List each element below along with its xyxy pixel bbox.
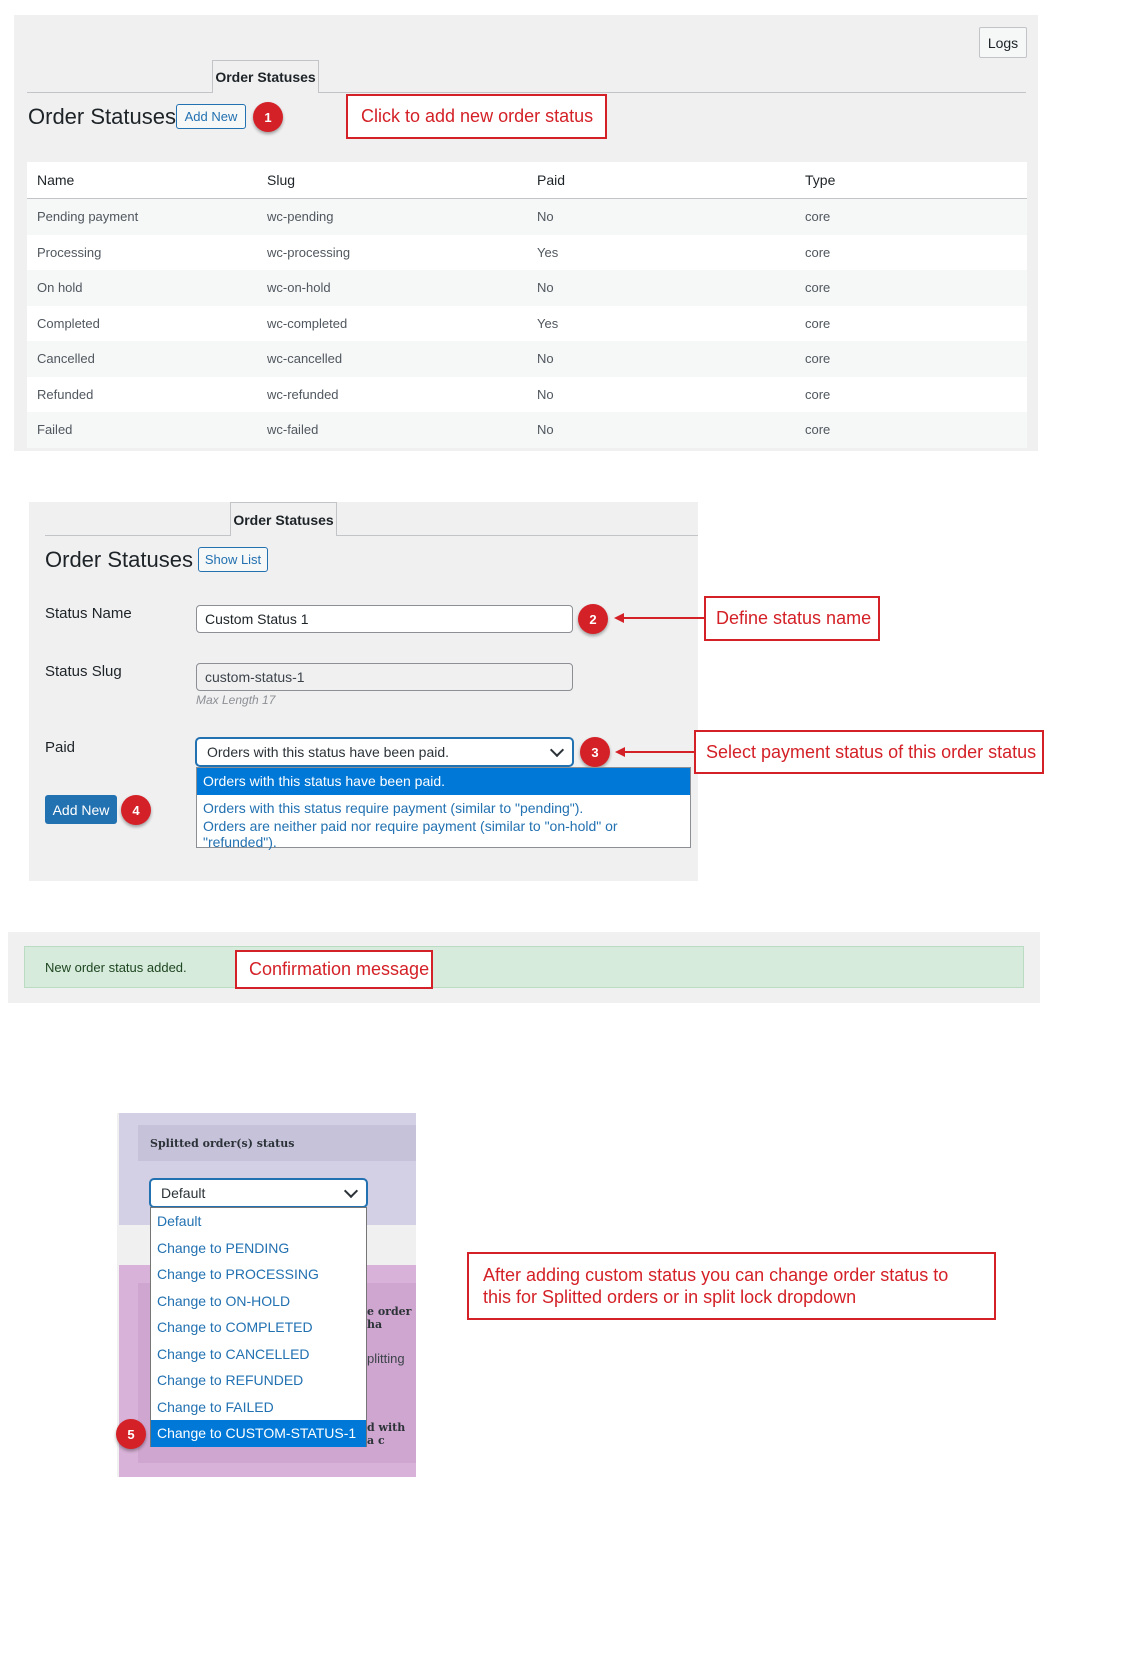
cell-type: core: [805, 315, 831, 331]
paid-option[interactable]: Orders are neither paid nor require payment (similar to "on-hold" or "refunded").: [203, 818, 618, 851]
cell-paid: Yes: [537, 244, 559, 260]
split-status-selected: Default: [161, 1185, 206, 1201]
table-row[interactable]: [27, 199, 1027, 235]
table-row[interactable]: [27, 377, 1027, 413]
tab-divider: [45, 535, 698, 536]
split-status-header: [138, 1125, 416, 1161]
tab-divider: [27, 92, 1026, 93]
chevron-down-icon: [550, 743, 564, 757]
cell-slug: wc-refunded: [267, 386, 339, 402]
table-row[interactable]: [27, 341, 1027, 377]
cell-name: On hold: [27, 270, 257, 306]
form-title: Order Statuses: [45, 547, 193, 572]
step-badge-3: 3: [580, 737, 610, 767]
panel-title: Splitted order(s) status: [150, 1136, 295, 1150]
column-header-type[interactable]: Type: [795, 162, 1027, 199]
callout-custom-status-usage: [467, 1252, 996, 1320]
column-header-slug[interactable]: Slug: [257, 162, 527, 199]
status-option-custom[interactable]: Change to CUSTOM-STATUS-1: [151, 1420, 366, 1447]
paid-option[interactable]: Orders with this status require payment (similar to "pending").: [203, 799, 584, 816]
cell-name: Processing: [37, 244, 102, 260]
cell-paid: Yes: [537, 315, 559, 331]
callout-paid-status: [694, 730, 1044, 774]
table-row[interactable]: [27, 306, 1027, 342]
background-text: e order ha: [367, 1305, 412, 1331]
max-length-hint: Max Length 17: [196, 693, 276, 707]
background-text: plitting: [367, 1351, 405, 1366]
status-option[interactable]: Change to COMPLETED: [157, 1319, 313, 1336]
callout-text: Define status name: [716, 608, 872, 628]
tab-order-statuses[interactable]: Order Statuses: [230, 502, 337, 536]
status-option[interactable]: Default: [157, 1213, 202, 1230]
cell-slug: wc-on-hold: [257, 270, 527, 306]
table-row[interactable]: [27, 412, 1027, 448]
cell-name: Refunded: [37, 386, 94, 402]
split-status-dropdown: [150, 1207, 367, 1447]
paid-option[interactable]: Orders with this status have been paid.: [197, 768, 690, 795]
logs-button[interactable]: Logs: [979, 27, 1027, 58]
status-option[interactable]: Change to FAILED: [157, 1398, 274, 1415]
cell-type: core: [795, 341, 1027, 377]
cell-slug: wc-processing: [267, 244, 351, 260]
status-name-input[interactable]: [196, 605, 573, 633]
order-statuses-table: [27, 162, 1027, 438]
step-badge-4: 4: [121, 795, 151, 825]
cell-slug: wc-completed: [267, 315, 348, 331]
cell-name: Completed: [37, 315, 100, 331]
cell-name: Failed: [27, 412, 257, 448]
callout-text: Select payment status of this order status: [706, 741, 1037, 762]
cell-slug: wc-cancelled: [257, 341, 527, 377]
cell-paid: No: [527, 341, 795, 377]
status-slug-value: custom-status-1: [205, 669, 305, 685]
column-header-paid[interactable]: Paid: [527, 162, 795, 199]
add-new-button[interactable]: Add New: [176, 104, 246, 129]
column-header-name[interactable]: Name: [27, 162, 257, 199]
paid-label: Paid: [45, 739, 76, 756]
status-option[interactable]: Change to PENDING: [157, 1239, 290, 1256]
tab-order-statuses[interactable]: Order Statuses: [212, 60, 319, 93]
status-name-value: Custom Status 1: [205, 611, 309, 627]
cell-type: core: [805, 386, 831, 402]
callout-text: After adding custom status you can change order status to this for Splitted orders or in split lock dropdown: [483, 1265, 949, 1307]
cell-paid: No: [537, 386, 554, 402]
arrow-line: [623, 751, 695, 753]
paid-selected-value: Orders with this status have been paid.: [207, 744, 450, 760]
status-option[interactable]: Change to CANCELLED: [157, 1345, 310, 1362]
add-new-submit-button[interactable]: Add New: [45, 795, 117, 824]
callout-text: Click to add new order status: [361, 106, 594, 126]
cell-slug: wc-failed: [257, 412, 527, 448]
background-text: d with a c: [367, 1421, 406, 1447]
status-option[interactable]: Change to REFUNDED: [157, 1372, 304, 1389]
split-status-select[interactable]: [150, 1179, 367, 1207]
cell-slug: wc-pending: [257, 199, 527, 235]
callout-define-name: [704, 596, 880, 641]
callout-add-new: [346, 94, 607, 139]
status-option[interactable]: Change to ON-HOLD: [157, 1292, 291, 1309]
cell-type: core: [795, 270, 1027, 306]
notice-text: New order status added.: [45, 959, 187, 975]
show-list-button[interactable]: Show List: [198, 547, 268, 572]
table-row[interactable]: [27, 270, 1027, 306]
page-title: Order Statuses: [28, 104, 176, 129]
step-badge-1: 1: [253, 102, 283, 132]
status-slug-label: Status Slug: [45, 663, 122, 680]
table-header-row: [27, 162, 1027, 199]
cell-name: Cancelled: [27, 341, 257, 377]
chevron-down-icon: [344, 1184, 358, 1198]
callout-text: Confirmation message: [249, 959, 430, 979]
step-badge-5: 5: [116, 1419, 146, 1449]
status-option[interactable]: Change to PROCESSING: [157, 1266, 319, 1283]
table-row[interactable]: [27, 235, 1027, 271]
status-slug-input[interactable]: [196, 663, 573, 691]
paid-dropdown-list: [196, 767, 691, 851]
status-name-label: Status Name: [45, 605, 132, 622]
cell-name: Pending payment: [27, 199, 257, 235]
arrow-line: [622, 617, 706, 619]
cell-paid: No: [527, 199, 795, 235]
callout-confirmation: [235, 950, 433, 989]
success-notice: [24, 946, 1024, 988]
step-badge-2: 2: [578, 604, 608, 634]
paid-select[interactable]: [196, 738, 573, 766]
cell-type: core: [805, 244, 831, 260]
cell-type: core: [795, 199, 1027, 235]
cell-type: core: [795, 412, 1027, 448]
cell-paid: No: [527, 412, 795, 448]
cell-paid: No: [527, 270, 795, 306]
